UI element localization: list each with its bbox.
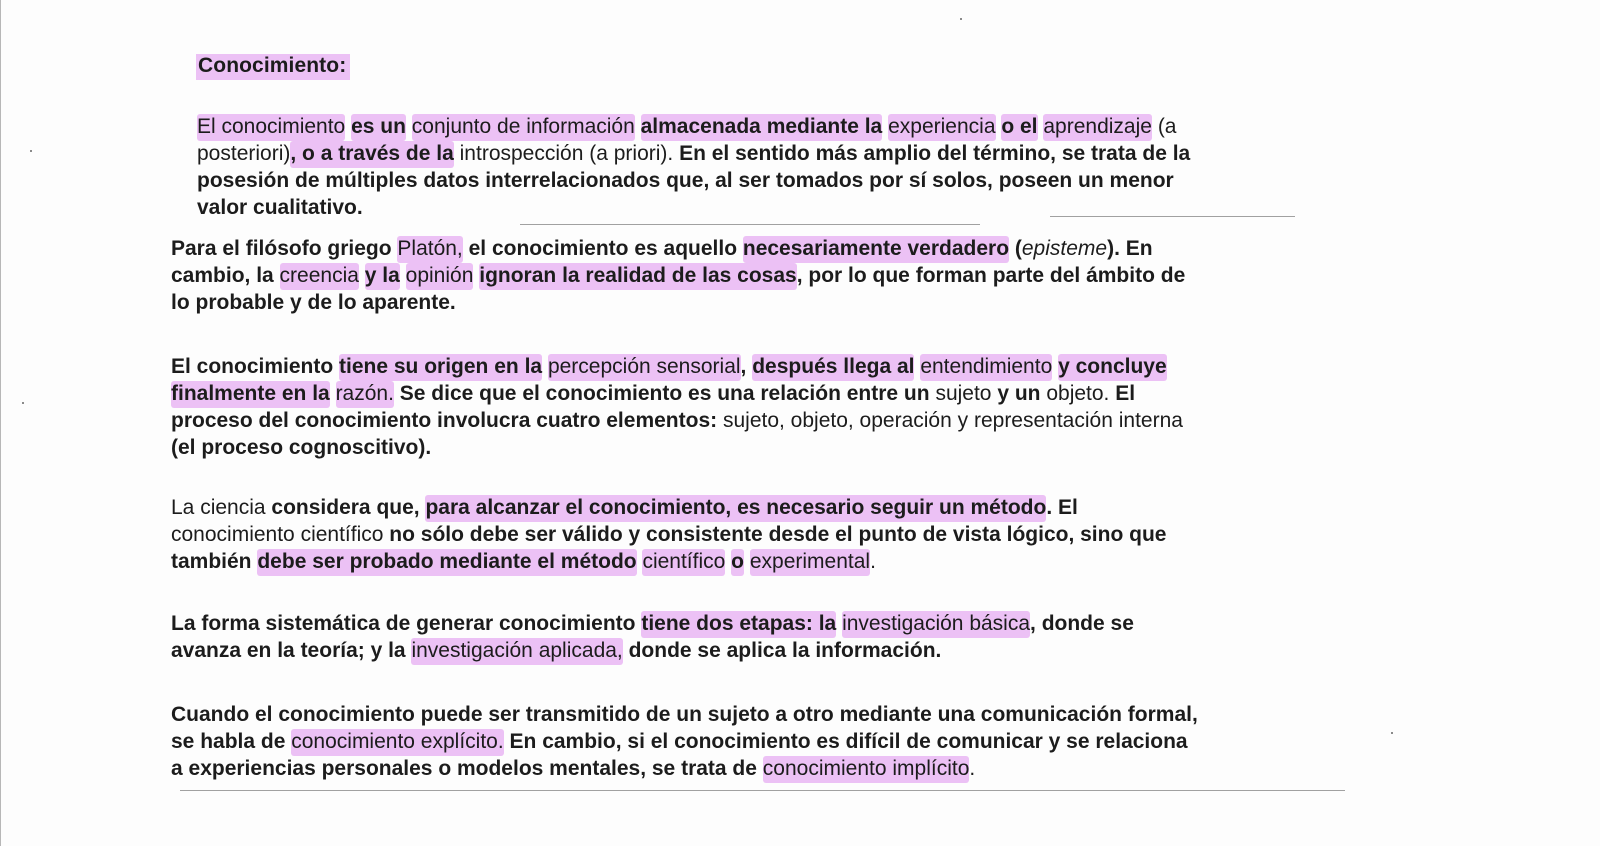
text-line bbox=[197, 113, 1190, 140]
scan-speck bbox=[1391, 732, 1393, 734]
text-line bbox=[171, 262, 1185, 289]
text-line bbox=[171, 701, 1198, 728]
highlighted-text: experimental bbox=[750, 549, 870, 576]
bold-text: se habla de bbox=[171, 730, 286, 753]
highlighted-bold-text: después llega al bbox=[752, 354, 914, 381]
bold-text: , bbox=[740, 355, 747, 378]
bold-text: cambio, la bbox=[171, 264, 274, 287]
text-line bbox=[171, 353, 1183, 380]
text-line bbox=[171, 637, 1134, 664]
bold-text: La forma sistemática de generar conocimiento bbox=[171, 612, 636, 635]
bold-text: Para el filósofo griego bbox=[171, 237, 392, 260]
plain-text: conocimiento científico bbox=[171, 523, 384, 546]
text-line bbox=[197, 167, 1190, 194]
bold-text: a experiencias personales o modelos mentales, se trata de bbox=[171, 757, 757, 780]
highlighted-text: El conocimiento bbox=[197, 114, 345, 141]
plain-text: La ciencia bbox=[171, 496, 266, 519]
highlighted-text: investigación aplicada, bbox=[411, 638, 622, 665]
paragraph-definition bbox=[197, 113, 1190, 221]
scan-speck bbox=[30, 150, 32, 152]
highlighted-bold-text: necesariamente verdadero bbox=[743, 236, 1009, 263]
bold-text: En el sentido más amplio del término, se trata de la bbox=[679, 142, 1191, 165]
text-line bbox=[171, 235, 1185, 262]
highlighted-text: conocimiento implícito bbox=[763, 756, 970, 783]
text-line bbox=[171, 548, 1166, 575]
highlighted-text: investigación básica bbox=[842, 611, 1030, 638]
bold-text: Cuando el conocimiento puede ser transmitido de un sujeto a otro mediante una comunicación formal, bbox=[171, 703, 1198, 726]
highlighted-bold-text: o el bbox=[1001, 114, 1037, 141]
plain-text: objeto. bbox=[1046, 382, 1110, 405]
plain-text: . bbox=[969, 757, 976, 780]
bold-text: , por lo que forman parte del ámbito de bbox=[796, 264, 1186, 287]
highlighted-text: percepción sensorial bbox=[548, 354, 741, 381]
text-line bbox=[171, 494, 1166, 521]
bold-text: ). En bbox=[1107, 237, 1153, 260]
bold-text: . El bbox=[1046, 496, 1078, 519]
scan-speck bbox=[22, 402, 24, 404]
plain-text: (a bbox=[1157, 115, 1177, 138]
highlighted-bold-text: tiene su origen en la bbox=[339, 354, 542, 381]
plain-text: introspección bbox=[459, 142, 584, 165]
highlighted-text: Platón, bbox=[397, 236, 462, 263]
document-title: Conocimiento: bbox=[196, 54, 350, 80]
highlighted-bold-text: debe ser probado mediante el método bbox=[257, 549, 636, 576]
text-line bbox=[171, 755, 1198, 782]
highlighted-text: opinión bbox=[406, 263, 474, 290]
highlighted-text: aprendizaje bbox=[1043, 114, 1152, 141]
highlighted-bold-text: almacenada mediante la bbox=[641, 114, 883, 141]
text-line bbox=[171, 521, 1166, 548]
plain-text: . bbox=[870, 550, 876, 573]
highlighted-text: entendimiento bbox=[920, 354, 1052, 381]
bold-text: ( bbox=[1014, 237, 1022, 260]
scan-rule-line bbox=[180, 790, 1345, 791]
highlighted-bold-text: ignoran la realidad de las cosas bbox=[479, 263, 796, 290]
highlighted-text: conocimiento explícito. bbox=[291, 729, 503, 756]
bold-text: lo probable y de lo aparente. bbox=[171, 291, 456, 314]
paragraph-science bbox=[171, 494, 1166, 575]
bold-text: posesión de múltiples datos interrelacionados que, al ser tomados por sí solos, poseen un menor bbox=[197, 169, 1174, 192]
bold-text: no sólo debe ser válido y consistente desde el punto de vista lógico, sino que bbox=[389, 523, 1167, 546]
italic-text: episteme bbox=[1021, 237, 1108, 260]
paragraph-stages bbox=[171, 610, 1134, 664]
highlighted-text: creencia bbox=[280, 263, 359, 290]
bold-text: En cambio, si el conocimiento es difícil de comunicar y se relaciona bbox=[509, 730, 1188, 753]
plain-text: sujeto, objeto, operación y representación interna bbox=[722, 409, 1183, 432]
text-line bbox=[171, 434, 1183, 461]
bold-text: (el proceso cognoscitivo). bbox=[171, 436, 432, 459]
highlighted-bold-text: finalmente en la bbox=[171, 381, 330, 408]
bold-text: también bbox=[171, 550, 252, 573]
plain-text: (a priori). bbox=[589, 142, 674, 165]
text-line bbox=[171, 407, 1183, 434]
highlighted-text: razón. bbox=[336, 381, 394, 408]
text-line bbox=[197, 140, 1190, 167]
highlighted-bold-text: y la bbox=[365, 263, 400, 290]
highlighted-bold-text: o bbox=[731, 549, 744, 576]
scan-edge bbox=[0, 0, 1, 846]
text-line bbox=[171, 289, 1185, 316]
highlighted-text: conjunto de información bbox=[412, 114, 635, 141]
highlighted-bold-text: , o a través de la bbox=[290, 141, 453, 168]
bold-text: y un bbox=[997, 382, 1041, 405]
bold-text: avanza en la teoría; y la bbox=[171, 639, 406, 662]
plain-text: sujeto bbox=[935, 382, 992, 405]
bold-text: valor cualitativo. bbox=[197, 196, 363, 219]
bold-text: El conocimiento bbox=[171, 355, 334, 378]
scan-rule-line bbox=[1050, 216, 1295, 217]
plain-text: posteriori) bbox=[197, 142, 291, 165]
bold-text: , donde se bbox=[1030, 612, 1134, 635]
highlighted-bold-text: y concluye bbox=[1058, 354, 1167, 381]
bold-text: proceso del conocimiento involucra cuatro elementos: bbox=[171, 409, 718, 432]
text-line bbox=[171, 380, 1183, 407]
bold-text: considera que, bbox=[271, 496, 420, 519]
bold-text: el conocimiento es aquello bbox=[468, 237, 738, 260]
scan-speck bbox=[960, 18, 962, 20]
text-line bbox=[171, 610, 1134, 637]
paragraph-explicit-implicit bbox=[171, 701, 1198, 782]
scan-rule-line bbox=[520, 224, 980, 225]
paragraph-origin bbox=[171, 353, 1183, 461]
bold-text: donde se aplica la información. bbox=[628, 639, 942, 662]
bold-text: Se dice que el conocimiento es una relación entre un bbox=[399, 382, 930, 405]
highlighted-bold-text: es un bbox=[351, 114, 406, 141]
highlighted-text: científico bbox=[642, 549, 725, 576]
text-line bbox=[197, 194, 1190, 221]
text-line bbox=[171, 728, 1198, 755]
highlighted-bold-text: para alcanzar el conocimiento, es necesario seguir un método bbox=[425, 495, 1046, 522]
bold-text: El bbox=[1115, 382, 1136, 405]
paragraph-plato bbox=[171, 235, 1185, 316]
highlighted-bold-text: tiene dos etapas: la bbox=[641, 611, 836, 638]
highlighted-text: experiencia bbox=[888, 114, 995, 141]
